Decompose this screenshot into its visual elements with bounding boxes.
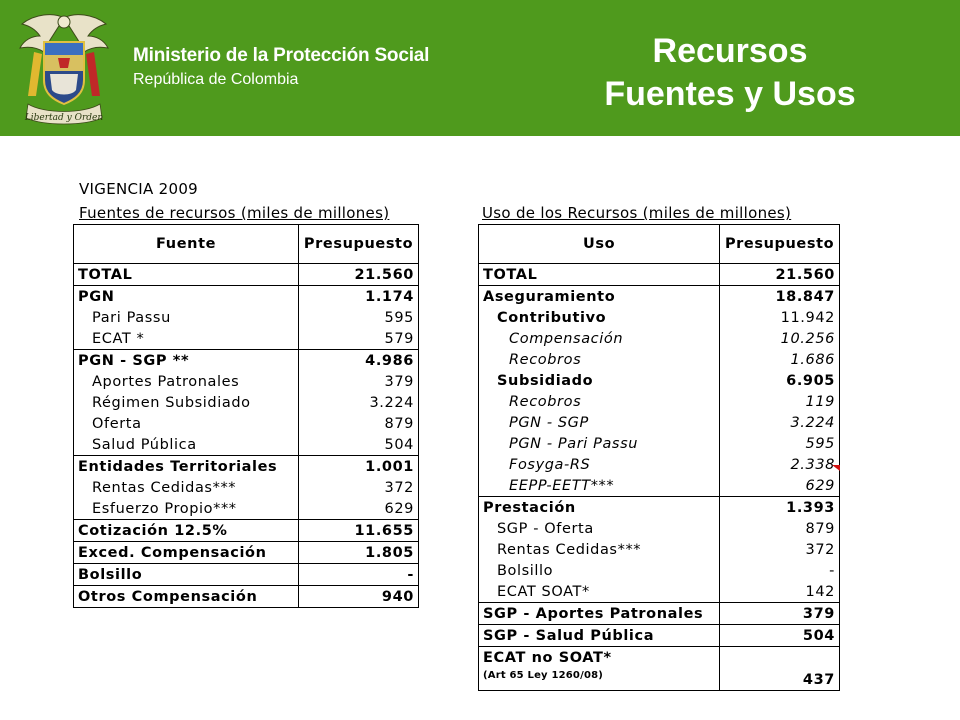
table-row	[74, 225, 419, 264]
table-row	[479, 412, 840, 433]
title-line-1: Recursos	[652, 32, 808, 70]
table-row-label: Otros Compensación	[74, 586, 299, 608]
table-row	[479, 497, 840, 519]
table-row	[479, 307, 840, 328]
table-row	[74, 520, 419, 542]
table-row-value: 372	[720, 539, 840, 560]
table-row-value: 142	[720, 581, 840, 603]
table-row-label: Aportes Patronales	[74, 371, 299, 392]
table-row	[479, 225, 840, 264]
table-row-label: SGP - Salud Pública	[479, 625, 720, 647]
comment-marker-icon	[832, 465, 840, 471]
table-row-label: SGP - Aportes Patronales	[479, 603, 720, 625]
table-row-value: 1.393	[720, 497, 840, 519]
table-row-value: 437	[720, 647, 840, 691]
table-row-value: 1.001	[299, 456, 419, 478]
table-row-label: TOTAL	[74, 264, 299, 286]
table-row	[479, 518, 840, 539]
table-row	[479, 454, 840, 475]
table-row-label: Entidades Territoriales	[74, 456, 299, 478]
table-row-label: Rentas Cedidas***	[479, 539, 720, 560]
table-row-label: Esfuerzo Propio***	[74, 498, 299, 520]
title-line-2: Fuentes y Usos	[604, 75, 856, 113]
table-row-label: Aseguramiento	[479, 286, 720, 308]
table-row-value: 379	[299, 371, 419, 392]
table-row-value: 940	[299, 586, 419, 608]
table-row-value: 629	[720, 475, 840, 497]
table-row-label: Compensación	[479, 328, 720, 349]
table-row	[479, 391, 840, 412]
table-row-label: Contributivo	[479, 307, 720, 328]
vigencia-label: VIGENCIA 2009	[79, 180, 199, 198]
table-row	[74, 542, 419, 564]
table-row-label: Recobros	[479, 349, 720, 370]
table-row-value: 595	[299, 307, 419, 328]
col-header-fuente: Fuente	[74, 225, 299, 264]
table-row	[479, 647, 840, 691]
table-row-value: 119	[720, 391, 840, 412]
table-row-label: PGN - Pari Passu	[479, 433, 720, 454]
table-row	[479, 349, 840, 370]
table-row	[74, 392, 419, 413]
table-row	[74, 264, 419, 286]
table-row-label: PGN - SGP **	[74, 350, 299, 372]
table-row-label: ECAT SOAT*	[479, 581, 720, 603]
table-row	[479, 539, 840, 560]
ecat-no-soat-label: ECAT no SOAT*	[483, 650, 612, 666]
table-row-value: 879	[720, 518, 840, 539]
ministry-block	[133, 45, 429, 89]
table-row	[74, 498, 419, 520]
table-row-label: Cotización 12.5%	[74, 520, 299, 542]
table-row	[74, 350, 419, 372]
table-row-label: Subsidiado	[479, 370, 720, 391]
table-row	[479, 603, 840, 625]
fuentes-table	[73, 224, 419, 608]
table-row-value: 6.905	[720, 370, 840, 391]
table-row-label: Fosyga-RS	[479, 454, 720, 475]
fuentes-caption: Fuentes de recursos (miles de millones)	[79, 204, 390, 222]
table-row-label: Rentas Cedidas***	[74, 477, 299, 498]
table-row-value: 579	[299, 328, 419, 350]
table-row-value: 879	[299, 413, 419, 434]
usos-table	[478, 224, 840, 691]
table-row-value: 10.256	[720, 328, 840, 349]
table-row-value: 1.805	[299, 542, 419, 564]
table-row-value: 18.847	[720, 286, 840, 308]
table-row-value: 504	[720, 625, 840, 647]
table-row-value: 4.986	[299, 350, 419, 372]
table-row	[479, 370, 840, 391]
table-row	[479, 560, 840, 581]
country-name: República de Colombia	[133, 71, 299, 88]
table-row	[479, 581, 840, 603]
table-row-label: PGN	[74, 286, 299, 308]
table-row	[74, 286, 419, 308]
usos-caption: Uso de los Recursos (miles de millones)	[482, 204, 792, 222]
table-row	[479, 625, 840, 647]
header-bar	[0, 0, 960, 136]
coat-of-arms-icon	[14, 10, 114, 128]
col-header-presupuesto: Presupuesto	[720, 225, 840, 264]
table-row-label: Oferta	[74, 413, 299, 434]
table-row	[479, 286, 840, 308]
table-row-value: 629	[299, 498, 419, 520]
table-row-value: 3.224	[720, 412, 840, 433]
table-row-label: EEPP-EETT***	[479, 475, 720, 497]
table-row	[479, 433, 840, 454]
table-row-value: 11.655	[299, 520, 419, 542]
table-row-label: SGP - Oferta	[479, 518, 720, 539]
ecat-note: (Art 65 Ley 1260/08)	[483, 670, 604, 681]
table-row-label: Pari Passu	[74, 307, 299, 328]
table-row	[74, 434, 419, 456]
table-row-label: ECAT *	[74, 328, 299, 350]
table-row	[74, 456, 419, 478]
col-header-presupuesto: Presupuesto	[299, 225, 419, 264]
table-row-value: 372	[299, 477, 419, 498]
table-row-label: Bolsillo	[74, 564, 299, 586]
table-row-value: 21.560	[299, 264, 419, 286]
table-row-value: 595	[720, 433, 840, 454]
table-row-value: 3.224	[299, 392, 419, 413]
table-row-label	[479, 647, 720, 691]
table-row-value: 379	[720, 603, 840, 625]
table-row-label: TOTAL	[479, 264, 720, 286]
col-header-uso: Uso	[479, 225, 720, 264]
table-row-label: Bolsillo	[479, 560, 720, 581]
table-row	[74, 477, 419, 498]
ministry-name: Ministerio de la Protección Social	[133, 45, 430, 66]
table-row-label: PGN - SGP	[479, 412, 720, 433]
table-row	[479, 264, 840, 286]
table-row	[74, 307, 419, 328]
table-row	[74, 328, 419, 350]
table-row-value: 1.686	[720, 349, 840, 370]
table-row	[479, 475, 840, 497]
table-row-label: Recobros	[479, 391, 720, 412]
table-row	[74, 413, 419, 434]
page-title	[540, 30, 920, 116]
table-row-label: Prestación	[479, 497, 720, 519]
table-row-value: 504	[299, 434, 419, 456]
table-row-value: -	[720, 560, 840, 581]
table-row-value: 2.338	[720, 454, 840, 475]
table-row-label: Exced. Compensación	[74, 542, 299, 564]
table-row-value: 11.942	[720, 307, 840, 328]
table-row-value: 21.560	[720, 264, 840, 286]
table-row	[74, 371, 419, 392]
table-row-label: Salud Pública	[74, 434, 299, 456]
table-row-label: Régimen Subsidiado	[74, 392, 299, 413]
table-row	[479, 328, 840, 349]
table-row-value: -	[299, 564, 419, 586]
table-row	[74, 564, 419, 586]
table-row	[74, 586, 419, 608]
svg-text:Libertad y Orden: Libertad y Orden	[24, 113, 104, 123]
table-row-value: 1.174	[299, 286, 419, 308]
